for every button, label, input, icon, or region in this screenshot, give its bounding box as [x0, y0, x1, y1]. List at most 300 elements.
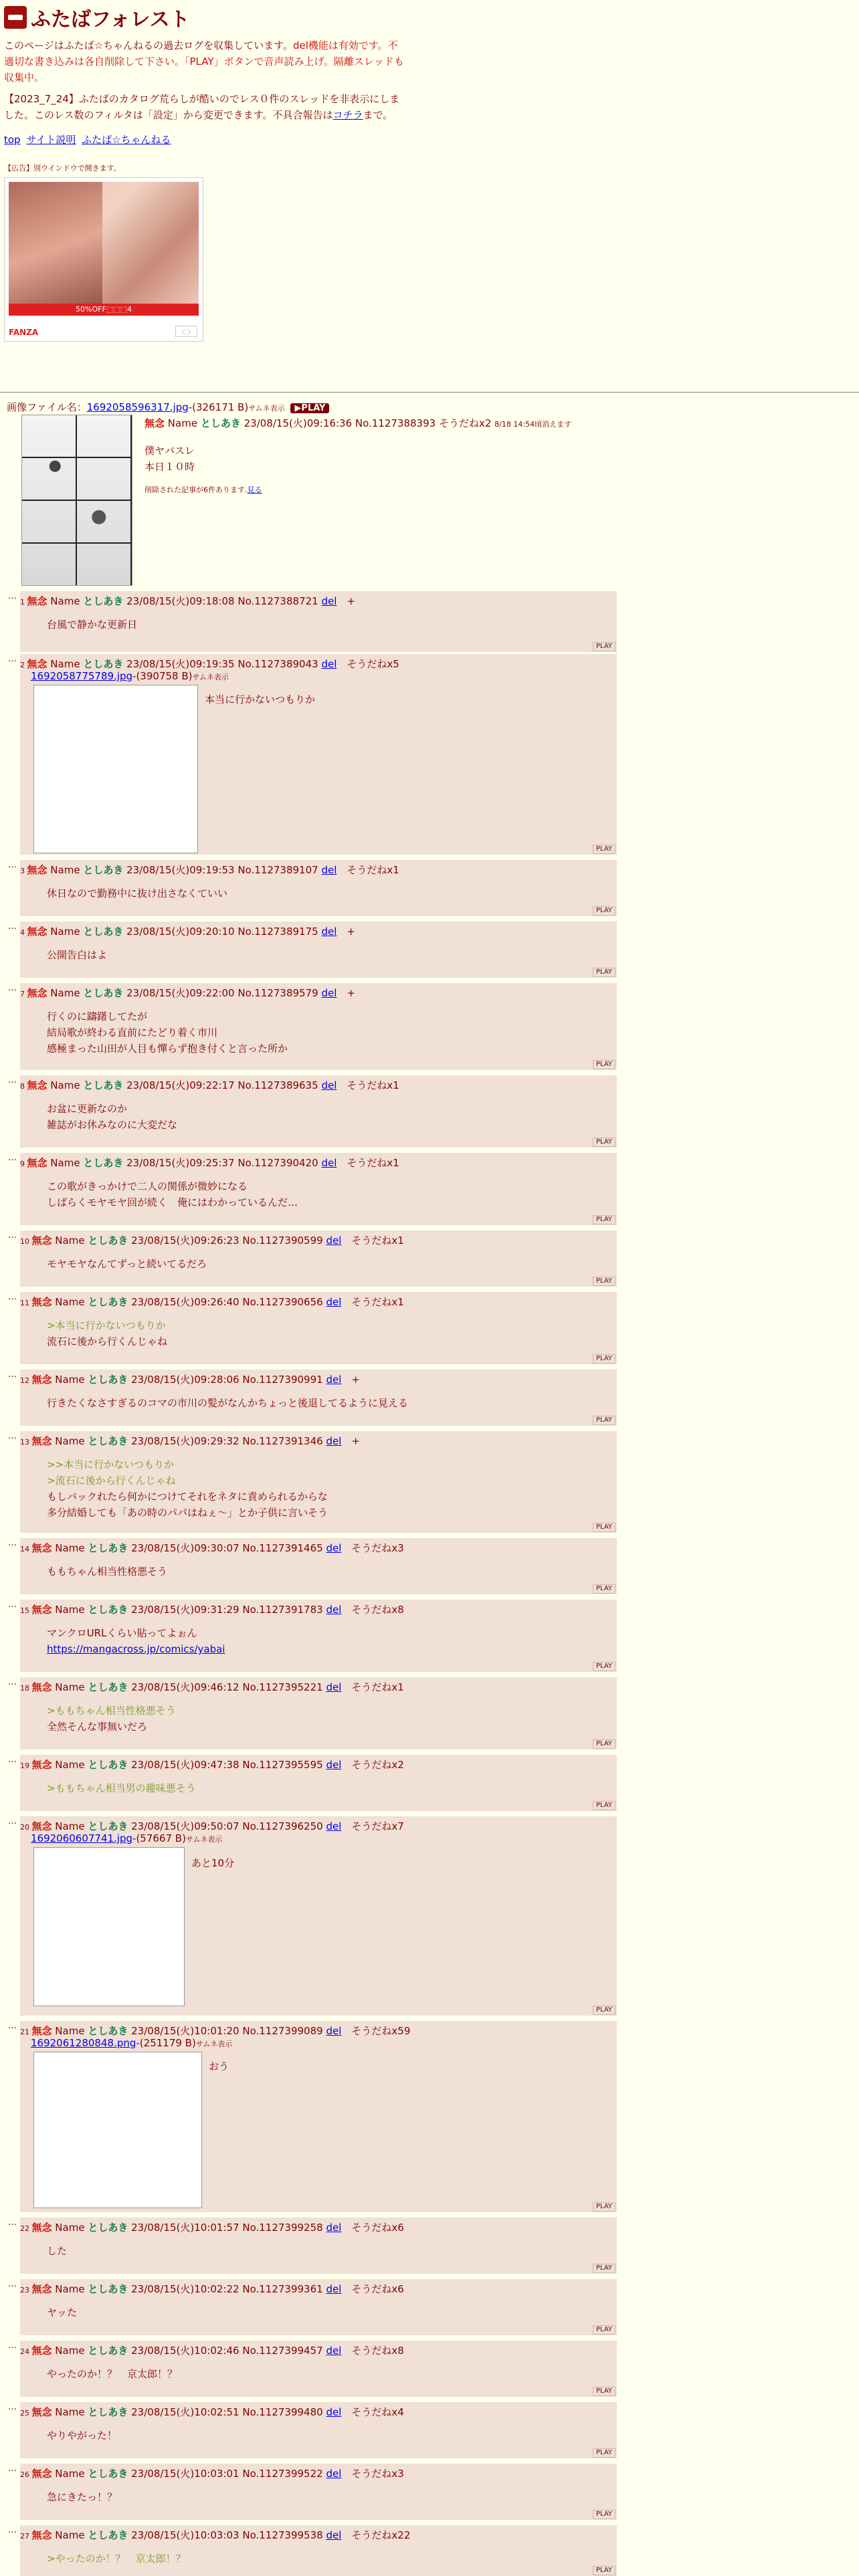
reply-thumbnail[interactable] [33, 1847, 185, 2006]
op-sodane[interactable]: そうだねx2 [438, 417, 492, 429]
reply-index: 12 [20, 1376, 32, 1385]
reply-index: 2 [20, 661, 27, 669]
reply-subject: 無念 [27, 864, 47, 876]
reply-body [47, 885, 227, 901]
play-button[interactable]: PLAY [593, 2510, 615, 2519]
reply-body [47, 1178, 298, 1210]
text-line: やりやがった！ [47, 2430, 118, 2442]
reply-subject: 無念 [31, 1681, 52, 1693]
site-header [4, 3, 405, 342]
text-line: もしバックれたら何かにつけてそれをネタに責められるからな [47, 1491, 328, 1503]
reply-index: 10 [20, 1237, 32, 1246]
reply-header [20, 1680, 404, 1694]
reply-file-link[interactable]: 1692060607741.jpg [31, 1832, 133, 1844]
reply-header [20, 1434, 360, 1448]
del-link[interactable]: del [326, 2222, 342, 2234]
sodane-button[interactable]: そうだねx8 [351, 2345, 404, 2357]
reply-datetime: 23/08/15(火)09:47:38 No.1127395595 [131, 1759, 323, 1771]
text-line: 本当に行かないつもりか [205, 693, 316, 706]
reply-name: としあき [88, 2222, 128, 2234]
reply-body [47, 2243, 67, 2259]
reply-header [20, 657, 399, 671]
play-button[interactable]: PLAY [593, 1416, 615, 1425]
reply-menu-icon[interactable]: … [8, 1153, 17, 1163]
reply-header [20, 2528, 410, 2542]
report-link[interactable]: コチラ [332, 109, 363, 121]
sodane-button[interactable]: そうだねx1 [347, 1157, 399, 1169]
nav-futaba[interactable]: ふたば☆ちゃんねる [82, 134, 171, 146]
reply-name-label: Name [55, 2222, 85, 2234]
reply-post [8, 1230, 617, 1287]
quote-line: >本当に行かないつもりか [47, 1319, 166, 1331]
reply-header [20, 2343, 404, 2357]
reply-header [20, 986, 355, 1000]
reply-header [20, 924, 355, 938]
reply-menu-icon[interactable]: … [8, 591, 17, 601]
reply-menu-icon[interactable]: … [8, 2218, 17, 2228]
reply-menu-icon[interactable]: … [8, 2341, 17, 2351]
reply-post [8, 2279, 617, 2335]
reply-menu-icon[interactable]: … [8, 1431, 17, 1441]
reply-datetime: 23/08/15(火)10:03:03 No.1127399538 [131, 2529, 323, 2541]
op-thumbnail[interactable] [21, 415, 132, 586]
reply-post [8, 2464, 617, 2520]
reply-subject: 無念 [27, 926, 47, 938]
del-link[interactable]: del [326, 2283, 342, 2295]
quote-line: >ももちゃん相当性格悪そう [47, 1705, 176, 1717]
del-link[interactable]: del [326, 2406, 342, 2418]
reply-name-label: Name [50, 987, 80, 999]
reply-body [47, 1457, 328, 1521]
reply-post [8, 1075, 617, 1148]
quote-line: >ももちゃん相当男の趣味悪そう [47, 1782, 196, 1794]
reply-subject: 無念 [31, 2529, 52, 2541]
reply-post [8, 1538, 617, 1594]
reply-body [47, 617, 137, 633]
sodane-button[interactable]: そうだねx3 [351, 1542, 404, 1554]
reply-index: 3 [20, 867, 27, 875]
reply-name-label: Name [55, 1374, 85, 1386]
reply-name-label: Name [50, 1079, 80, 1091]
reply-post [8, 1431, 617, 1533]
reply-datetime: 23/08/15(火)10:02:51 No.1127399480 [131, 2406, 323, 2418]
reply-body [47, 2551, 186, 2567]
reply-post [8, 1153, 617, 1225]
reply-datetime: 23/08/15(火)09:18:08 No.1127388721 [126, 595, 318, 607]
reply-index: 21 [20, 2028, 32, 2036]
reply-subject: 無念 [27, 1157, 47, 1169]
del-link[interactable]: del [321, 864, 337, 876]
play-button[interactable]: PLAY [593, 2448, 615, 2458]
reply-datetime: 23/08/15(火)09:50:07 No.1127396250 [131, 1820, 323, 1832]
reply-menu-icon[interactable]: … [8, 1755, 17, 1765]
ad-banner[interactable] [4, 177, 203, 342]
thumb-note: サムネ表示 [195, 2040, 233, 2048]
reply-body [47, 1780, 196, 1796]
text-line: お盆に更新なのか [47, 1103, 128, 1115]
reply-name-label: Name [55, 1820, 85, 1832]
reply-subject: 無念 [27, 987, 47, 999]
sodane-button[interactable]: そうだねx1 [351, 1681, 404, 1693]
del-link[interactable]: del [326, 1542, 342, 1554]
reply-name: としあき [83, 926, 124, 938]
quote-line: >やったのか！？ 京太郎！？ [47, 2553, 186, 2565]
del-link[interactable]: del [326, 2529, 342, 2541]
reply-file-link[interactable]: 1692058775789.jpg [31, 670, 133, 682]
text-line: 感極まった山田が人目も憚らず抱き付くと言った所か [47, 1043, 288, 1055]
reply-body [47, 1317, 167, 1350]
reply-body [47, 1101, 177, 1133]
reply-file-link[interactable]: 1692061280848.png [31, 2037, 136, 2049]
reply-header [20, 1078, 399, 1092]
reply-index: 26 [20, 2470, 32, 2479]
op-post: 無念 Name としあき 23/08/15(火)09:16:36 No.1127388393 そうだねx2 8/18 14:54頃消えます 僕ヤバスレ 本日１０時 削除された記事が6件あります.見る [145, 417, 572, 494]
site-title[interactable]: ふたばフォレスト [31, 8, 190, 31]
del-link[interactable]: del [326, 2345, 342, 2357]
reply-body [47, 1256, 207, 1272]
reply-name-label: Name [55, 2468, 85, 2480]
play-button[interactable]: PLAY [593, 2006, 615, 2015]
text-line: 行くのに躊躇してたが [47, 1010, 148, 1023]
reply-datetime: 23/08/15(火)10:02:46 No.1127399457 [131, 2345, 323, 2357]
reply-file-line [31, 1832, 222, 1844]
sodane-button[interactable]: そうだねx1 [351, 1296, 404, 1308]
reply-menu-icon[interactable]: … [8, 2402, 17, 2412]
play-button[interactable]: PLAY [593, 1215, 615, 1224]
reply-body [209, 2058, 229, 2074]
sodane-button[interactable]: そうだねx1 [347, 1079, 399, 1091]
reply-header [20, 1819, 404, 1833]
del-link[interactable]: del [326, 1681, 342, 1693]
reply-subject: 無念 [27, 658, 47, 670]
reply-datetime: 23/08/15(火)09:25:37 No.1127390420 [126, 1157, 318, 1169]
play-button[interactable]: PLAY [593, 1584, 615, 1594]
reply-datetime: 23/08/15(火)09:29:32 No.1127391346 [131, 1435, 323, 1447]
reply-datetime: 23/08/15(火)09:26:40 No.1127390656 [131, 1296, 323, 1308]
reply-name-label: Name [50, 864, 80, 876]
ad-image[interactable]: 50%OFF⬚⬚⬚4 [9, 182, 199, 316]
op-play-button[interactable]: ▶PLAY [290, 403, 329, 413]
reply-index: 15 [20, 1606, 32, 1615]
del-link[interactable]: del [321, 658, 337, 670]
reply-menu-icon[interactable]: … [8, 1677, 17, 1687]
reply-body [47, 1703, 176, 1735]
quote-line: >流石に後から行くんじゃね [47, 1475, 176, 1487]
reply-menu-icon[interactable]: … [8, 922, 17, 932]
sodane-button[interactable]: そうだねx1 [351, 1235, 404, 1247]
reply-datetime: 23/08/15(火)09:22:00 No.1127389579 [126, 987, 318, 999]
reply-post [8, 1370, 617, 1426]
reply-menu-icon[interactable]: … [8, 1075, 17, 1085]
reply-menu-icon[interactable]: … [8, 860, 17, 870]
reply-post [8, 2402, 617, 2458]
reply-name: としあき [88, 1681, 128, 1693]
del-link[interactable]: del [326, 1604, 342, 1616]
reply-index: 8 [20, 1082, 27, 1091]
reply-name-label: Name [55, 1542, 85, 1554]
reply-name-label: Name [55, 1681, 85, 1693]
reply-menu-icon[interactable]: … [8, 1230, 17, 1241]
reply-header [20, 1295, 404, 1309]
sodane-button[interactable]: + [347, 926, 355, 938]
reply-file-line [31, 670, 229, 682]
del-link[interactable]: del [321, 926, 337, 938]
reply-name-label: Name [50, 658, 80, 670]
reply-header [20, 2024, 410, 2038]
reply-datetime: 23/08/15(火)10:01:57 No.1127399258 [131, 2222, 323, 2234]
sodane-button[interactable]: そうだねx1 [347, 864, 399, 876]
reply-body [47, 2304, 77, 2321]
text-line: した [47, 2245, 68, 2257]
del-link[interactable]: del [326, 1759, 342, 1771]
reply-name-label: Name [55, 2345, 85, 2357]
reply-body [47, 1564, 167, 1580]
reply-name: としあき [88, 1820, 128, 1832]
text-line: 台風で静かな更新日 [47, 619, 138, 631]
del-link[interactable]: del [326, 2025, 342, 2037]
reply-post [8, 2218, 617, 2274]
reply-body [47, 2366, 177, 2382]
reply-subject: 無念 [31, 1820, 52, 1832]
play-button[interactable]: PLAY [593, 642, 615, 651]
reply-header [20, 863, 399, 877]
text-line: 全然そんな事無いだろ [47, 1721, 148, 1733]
op-file-link[interactable]: 1692058596317.jpg [86, 401, 189, 413]
sodane-button[interactable]: そうだねx6 [351, 2283, 404, 2295]
play-button[interactable]: PLAY [593, 968, 615, 977]
show-deleted-link[interactable]: 見る [247, 486, 262, 494]
sodane-button[interactable]: そうだねx22 [351, 2529, 411, 2541]
reply-name: としあき [88, 1296, 128, 1308]
reply-datetime: 23/08/15(火)10:02:22 No.1127399361 [131, 2283, 323, 2295]
reply-menu-icon[interactable]: … [8, 2464, 17, 2474]
reply-subject: 無念 [31, 1296, 52, 1308]
play-button[interactable]: PLAY [593, 2387, 615, 2396]
reply-index: 18 [20, 1684, 32, 1693]
reply-index: 9 [20, 1160, 27, 1168]
sodane-button[interactable]: そうだねx4 [351, 2406, 404, 2418]
reply-subject: 無念 [31, 2283, 52, 2295]
sodane-button[interactable]: そうだねx6 [351, 2222, 404, 2234]
reply-subject: 無念 [31, 2025, 52, 2037]
reply-post [8, 1816, 617, 2016]
play-button[interactable]: PLAY [593, 2566, 615, 2575]
reply-name-label: Name [55, 1604, 85, 1616]
reply-index: 13 [20, 1438, 32, 1446]
reply-datetime: 23/08/15(火)09:31:29 No.1127391783 [131, 1604, 323, 1616]
reply-datetime: 23/08/15(火)09:28:06 No.1127390991 [131, 1374, 323, 1386]
reply-subject: 無念 [27, 1079, 47, 1091]
play-button[interactable]: PLAY [593, 1662, 615, 1671]
reply-name-label: Name [55, 2406, 85, 2418]
reply-header [20, 1602, 404, 1616]
text-line: しばらくモヤモヤ回が続く 俺にはわかっているんだ… [47, 1196, 298, 1208]
reply-index: 20 [20, 1823, 32, 1832]
reply-name: としあき [88, 2468, 128, 2480]
reply-body [47, 1008, 288, 1057]
play-button[interactable]: PLAY [593, 2202, 615, 2212]
del-link[interactable]: del [326, 1820, 342, 1832]
play-button[interactable]: PLAY [593, 1354, 615, 1364]
sodane-button[interactable]: + [351, 1374, 360, 1386]
reply-subject: 無念 [31, 2222, 52, 2234]
reply-index: 4 [20, 928, 27, 937]
play-button[interactable]: PLAY [593, 1801, 615, 1810]
reply-name-label: Name [55, 2283, 85, 2295]
play-button[interactable]: PLAY [593, 1523, 615, 1532]
reply-post [8, 922, 617, 978]
reply-datetime: 23/08/15(火)09:30:07 No.1127391465 [131, 1542, 323, 1554]
reply-name: としあき [88, 1435, 128, 1447]
reply-body [47, 2428, 117, 2444]
reply-thumbnail[interactable] [33, 2052, 202, 2208]
nav-about[interactable]: サイト説明 [26, 134, 76, 146]
reply-header [20, 594, 355, 608]
text-line: ももちゃん相当性格悪そう [47, 1566, 168, 1578]
reply-thumbnail[interactable] [33, 685, 198, 853]
reply-header [20, 2405, 404, 2419]
play-button[interactable]: PLAY [593, 1060, 615, 1069]
text-line: 公開告白はよ [47, 949, 108, 961]
reply-file-size: -(57667 B) [132, 1832, 186, 1844]
del-link[interactable]: del [321, 595, 337, 607]
reply-menu-icon[interactable]: … [8, 1816, 17, 1826]
reply-header [20, 1372, 360, 1386]
reply-name: としあき [88, 1374, 128, 1386]
play-button[interactable]: PLAY [593, 2264, 615, 2273]
reply-menu-icon[interactable]: … [8, 654, 17, 664]
reply-name-label: Name [55, 1296, 85, 1308]
url-link[interactable]: https://mangacross.jp/comics/yabai [47, 1643, 225, 1655]
reply-post [8, 860, 617, 916]
reply-header [20, 2466, 404, 2480]
text-line: 結局歌が終わる直前にたどり着く市川 [47, 1027, 218, 1039]
sodane-button[interactable]: + [347, 987, 355, 999]
reply-menu-icon[interactable]: … [8, 983, 17, 993]
del-link[interactable]: del [326, 1374, 342, 1386]
reply-datetime: 23/08/15(火)09:22:17 No.1127389635 [126, 1079, 318, 1091]
del-link[interactable]: del [326, 1296, 342, 1308]
play-button[interactable]: PLAY [593, 906, 615, 916]
reply-name-label: Name [55, 2025, 85, 2037]
text-line: マンクロURLくらい貼ってよぉん [47, 1627, 197, 1639]
reply-subject: 無念 [31, 1759, 52, 1771]
reply-index: 7 [20, 990, 27, 998]
reply-post [8, 983, 617, 1070]
reply-name-label: Name [50, 595, 80, 607]
sodane-button[interactable]: + [347, 595, 355, 607]
sodane-button[interactable]: そうだねx3 [351, 2468, 404, 2480]
sodane-button[interactable]: + [351, 1435, 360, 1447]
ad-nav-arrows[interactable]: 〈 〉 [175, 326, 197, 337]
del-link[interactable]: del [326, 2468, 342, 2480]
intro-text: このページはふたば☆ちゃんねるの過去ログを収集しています。del機能は有効です。不適切な書き込みは各自削除して下さい。「PLAY」ボタンで音声読み上げ。隔離スレッドも収集中。 【2023_7_24】ふたばのカタログ荒らしが酷いのでレス０件のスレッドを非表示にしました。このレス数のフィルタは「設定」から変更できます。不具合報告はコチラまで。 [4, 39, 404, 121]
reply-name: としあき [83, 595, 124, 607]
reply-menu-icon[interactable]: … [8, 2525, 17, 2535]
del-link[interactable]: del [326, 1235, 342, 1247]
reply-menu-icon[interactable]: … [8, 1538, 17, 1548]
play-button[interactable]: PLAY [593, 1138, 615, 1147]
reply-name-label: Name [50, 926, 80, 938]
reply-post [8, 2341, 617, 2397]
reply-menu-icon[interactable]: … [8, 2279, 17, 2289]
reply-subject: 無念 [31, 1435, 52, 1447]
logo-icon[interactable] [4, 6, 27, 29]
sodane-button[interactable]: そうだねx5 [347, 658, 399, 670]
reply-subject: 無念 [31, 1374, 52, 1386]
nav-top[interactable]: top [4, 134, 21, 146]
reply-index: 1 [20, 598, 27, 607]
text-line: 多分結婚しても「あの時のパパはねぇ～」とか子供に言いそう [47, 1507, 328, 1519]
reply-name-label: Name [50, 1157, 80, 1169]
thumb-note: サムネ表示 [185, 1835, 223, 1844]
del-link[interactable]: del [321, 987, 337, 999]
reply-subject: 無念 [31, 1542, 52, 1554]
sodane-button[interactable]: そうだねx2 [351, 1759, 404, 1771]
play-button[interactable]: PLAY [593, 1739, 615, 1749]
text-line: 急にきたっ！？ [47, 2491, 118, 2503]
divider [0, 392, 859, 393]
sodane-button[interactable]: そうだねx8 [351, 1604, 404, 1616]
reply-name-label: Name [55, 1435, 85, 1447]
text-line: おう [209, 2060, 229, 2072]
reply-name: としあき [88, 1759, 128, 1771]
quote-line: >>本当に行かないつもりか [47, 1459, 175, 1471]
play-button[interactable]: PLAY [593, 845, 615, 854]
reply-datetime: 23/08/15(火)09:20:10 No.1127389175 [126, 926, 318, 938]
reply-body [191, 1855, 234, 1871]
del-link[interactable]: del [321, 1079, 337, 1091]
reply-menu-icon[interactable]: … [8, 2021, 17, 2031]
reply-subject: 無念 [27, 595, 47, 607]
reply-name-label: Name [55, 1235, 85, 1247]
reply-index: 11 [20, 1299, 32, 1307]
reply-post [8, 654, 617, 855]
play-button[interactable]: PLAY [593, 1277, 615, 1286]
play-button[interactable]: PLAY [593, 2325, 615, 2335]
reply-index: 22 [20, 2224, 32, 2233]
text-line: 雑誌がお休みなのに大変だな [47, 1119, 178, 1131]
reply-name: としあき [88, 1542, 128, 1554]
reply-post [8, 591, 617, 652]
reply-datetime: 23/08/15(火)09:46:12 No.1127395221 [131, 1681, 323, 1693]
sodane-button[interactable]: そうだねx7 [351, 1820, 404, 1832]
reply-post [8, 2525, 617, 2576]
reply-name: としあき [88, 2406, 128, 2418]
reply-subject: 無念 [31, 1604, 52, 1616]
reply-menu-icon[interactable]: … [8, 1292, 17, 1302]
reply-name: としあき [83, 1157, 124, 1169]
del-link[interactable]: del [326, 1435, 342, 1447]
text-line: 行きたくなさすぎるのコマの市川の髪がなんかちょっと後退してるように見える [47, 1397, 409, 1409]
sodane-button[interactable]: そうだねx59 [351, 2025, 411, 2037]
text-line: あと10分 [191, 1857, 235, 1869]
nav-links [4, 132, 405, 146]
reply-name: としあき [88, 2345, 128, 2357]
reply-file-size: -(390758 B) [132, 670, 193, 682]
reply-post [8, 2021, 617, 2212]
reply-datetime: 23/08/15(火)09:19:53 No.1127389107 [126, 864, 318, 876]
del-link[interactable]: del [321, 1157, 337, 1169]
reply-index: 23 [20, 2286, 32, 2294]
reply-name-label: Name [55, 2529, 85, 2541]
reply-subject: 無念 [31, 2468, 52, 2480]
reply-menu-icon[interactable]: … [8, 1370, 17, 1380]
reply-menu-icon[interactable]: … [8, 1600, 17, 1610]
reply-index: 19 [20, 1761, 32, 1770]
op-file-line: 画像ファイル名：1692058596317.jpg-(326171 B)サムネ表示 ▶PLAY [7, 400, 329, 414]
reply-index: 14 [20, 1545, 32, 1553]
